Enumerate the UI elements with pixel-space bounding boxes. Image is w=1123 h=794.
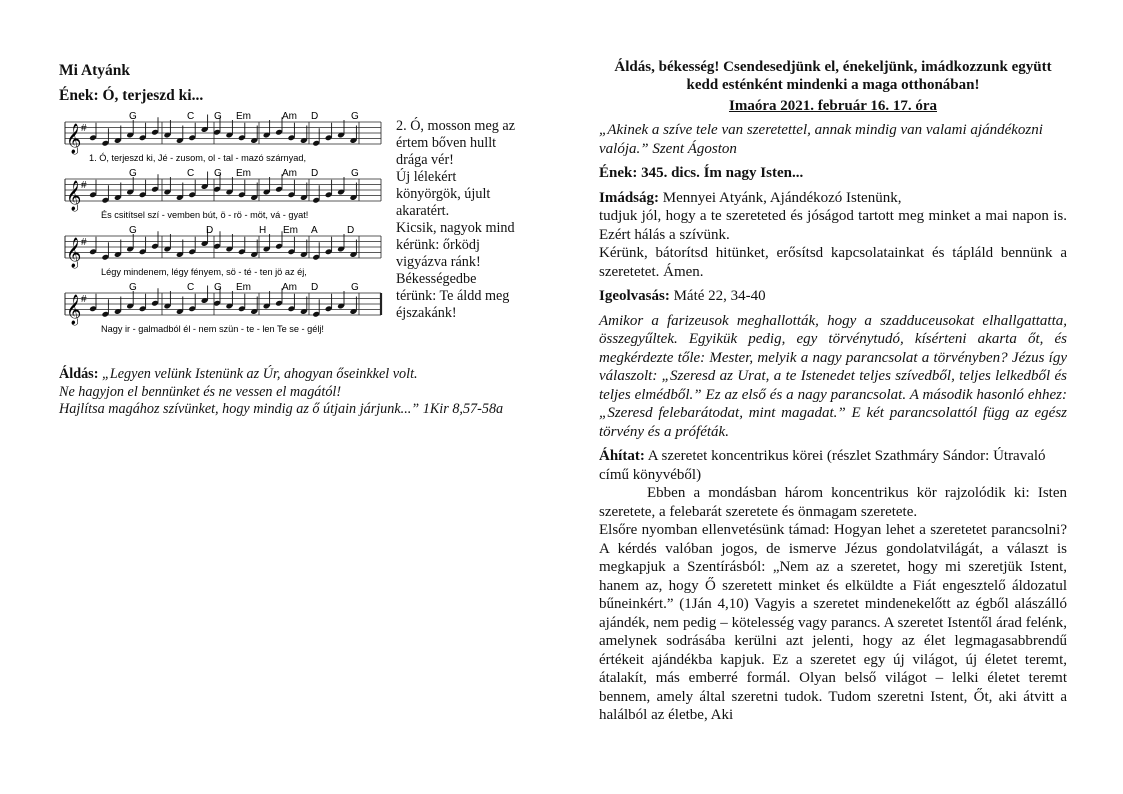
prayer-paragraph: Kérünk, bátorítsd hitünket, erősítsd kapcsolatainkat és tápláld bennünk a szeretetet. Ámen. [599, 245, 1067, 280]
chord-symbol: D [311, 112, 319, 122]
chord-symbol: Em [236, 282, 251, 293]
blessing-label: Áldás: [59, 366, 99, 382]
chord-symbol: D [311, 282, 319, 293]
chord-symbol: D [206, 225, 214, 236]
chord-symbol: G [351, 112, 359, 122]
song-title: Ének: Ó, terjeszd ki... [59, 87, 204, 104]
chord-symbol: Am [282, 168, 297, 179]
chord-symbol: G [129, 168, 137, 179]
verse-line: kérünk: őrködj [396, 237, 480, 253]
devotion-intro: A szeretet koncentrikus körei (részlet Szathmáry Sándor: Útravaló című könyvéből) [599, 448, 1046, 483]
service-date: Imaóra 2021. február 16. 17. óra [728, 98, 938, 114]
opening-quote: „Akinek a szíve tele van szeretettel, annak mindig van valami ajándékozni valója.” Szent Ágoston [599, 122, 1043, 157]
chord-symbol: A [311, 225, 318, 236]
devotion-paragraph: Ebben a mondásban három koncentrikus kör rajzolódik ki: Isten szeretete, a felebarát szeretete és önmagam szeretete. [599, 485, 1067, 520]
chord-symbol: G [129, 282, 137, 293]
lyric-line: És csitítsel szí - vemben bút, ö - rö - möt, vá - gyat! [101, 210, 309, 220]
chord-symbol: Am [282, 112, 297, 122]
verse-line: Kicsik, nagyok mind [396, 220, 515, 236]
chord-symbol: Am [282, 282, 297, 293]
verse-line: vigyázva ránk! [396, 254, 481, 270]
lyric-line: Légy mindenem, légy fényem, sö - té - ten jö az éj, [101, 267, 307, 277]
prayer-label: Imádság: [599, 189, 660, 206]
chord-symbol: G [214, 168, 222, 179]
blessing-line: Ne hagyjon el bennünket és ne vessen el magától! [59, 383, 342, 400]
sharp-sign: # [81, 180, 87, 191]
chord-symbol: G [351, 282, 359, 293]
sharp-sign: # [81, 237, 87, 248]
chord-symbol: Em [283, 225, 298, 236]
chord-symbol: Em [236, 112, 251, 122]
header-line-1: Áldás, békesség! Csendesedjünk el, énekeljünk, imádkozzunk együtt [614, 59, 1052, 75]
chord-symbol: G [129, 112, 137, 122]
prayer-intro [599, 189, 1067, 208]
verse-line: 2. Ó, mosson meg az [396, 118, 516, 134]
devotion-paragraph: Elsőre nyomban ellenvetésünk támad: Hogyan lehet a szeretetet parancsolni? A kérdés valóban jogos, de ismerve Jézus gondolatvilágát, a választ is megkapjuk a Szentírásból: „Nem az a szeretet, hogy mi szeretjük Istent, hanem az, hogy Ő szeretett minket és elküldte a Fiát engesztelő áldozatul bűneinkért.” (1Ján 4,10) Vagyis a szeretet mindenekelőtt az égből alászálló ajándék, nem pedig – kötelesség vagy parancs. A szeretet Istentől árad felénk, amelynek sodrásába kerülni azt jelenti, hogy az élet legmagasabbrendű értékeit ajándékba kapjuk. Ez a szeretet egy új világot, új életet teremt, átalakít, más emberré formál. Olyan belső világot – lelki életet teremt bennem, amely által szeretni tudok. Tudom szeretni Istent, Őt, aki átvitt a halálból az életbe, Aki [599, 522, 1067, 723]
chord-symbol: G [214, 282, 222, 293]
chord-symbol: D [347, 225, 355, 236]
blessing [59, 366, 529, 419]
verse-line: könyörgök, újult [396, 186, 491, 202]
chord-symbol: H [259, 225, 267, 236]
treble-clef: 𝄞 [66, 237, 82, 267]
blessing-line: „Legyen velünk Istenünk az Úr, ahogyan őseinkkel volt. [101, 366, 418, 382]
chord-symbol: C [187, 282, 195, 293]
verse-line: Békességedbe [396, 271, 477, 287]
section-title: Mi Atyánk [59, 62, 131, 79]
sharp-sign: # [81, 123, 87, 134]
prayer-paragraph: tudjuk jól, hogy a te szereteted és jóságod tartott meg minket a mai napon is. Ezért hálás a szívünk. [599, 208, 1067, 243]
chord-symbol: D [311, 168, 319, 179]
right-column [599, 58, 1067, 725]
sharp-sign: # [81, 294, 87, 305]
blessing-line: Hajlítsa magához szívünket, hogy mindig az ő útjain járjunk...” 1Kir 8,57-58a [59, 401, 504, 417]
song-area [59, 112, 529, 342]
verse-line: Új lélekért [396, 169, 457, 185]
lyric-line: 1. Ó, terjeszd ki, Jé - zusom, ol - tal - mazó szárnyad, [89, 153, 306, 163]
prayer-intro-text: Mennyei Atyánk, Ajándékozó Istenünk, [662, 189, 902, 206]
chord-symbol: Em [236, 168, 251, 179]
treble-clef: 𝄞 [66, 294, 82, 324]
verse-line: drága vér! [396, 152, 454, 168]
reading-text: Amikor a farizeusok meghallották, hogy a szadduceusokat elhallgattatta, összegyűltek. Egyikük pedig, egy törvénytudó, kísérteni akarta őt, és megkérdezte tőle: Mester, melyik a nagy parancsolat a törvényben? Jézus így válaszolt: „Szeresd az Urat, a te Istenedet teljes szívedből, teljes lelkedből és teljes elmédből.” Ez az első és a nagy parancsolat. A második hasonló ehhez: „Szeresd felebarátodat, mint magadat.” E két parancsolattól függ az egész törvény és a próféták. [599, 312, 1067, 440]
devotion-label: Áhítat: [599, 448, 645, 464]
left-column [59, 62, 529, 419]
header-line-2: kedd esténként mindenki a maga otthonában! [686, 77, 980, 93]
chord-symbol: C [187, 112, 195, 122]
verse-line: éjszakánk! [396, 305, 457, 321]
chord-symbol: G [351, 168, 359, 179]
reading-reference: Máté 22, 34-40 [673, 288, 766, 304]
reading-label: Igeolvasás: [599, 288, 670, 304]
verse-2 [396, 118, 536, 322]
treble-clef: 𝄞 [66, 180, 82, 210]
chord-symbol: G [129, 225, 137, 236]
song-reference: Ének: 345. dics. Ím nagy Isten... [599, 165, 804, 181]
sheet-music [59, 112, 389, 340]
chord-symbol: G [214, 112, 222, 122]
verse-line: akaratért. [396, 203, 450, 219]
treble-clef: 𝄞 [66, 123, 82, 153]
verse-line: értem bőven hullt [396, 135, 497, 151]
verse-line: térünk: Te áldd meg [396, 288, 510, 304]
chord-symbol: C [187, 168, 195, 179]
lyric-line: Nagy ir - galmadból él - nem szün - te - len Te se - gélj! [101, 324, 324, 334]
